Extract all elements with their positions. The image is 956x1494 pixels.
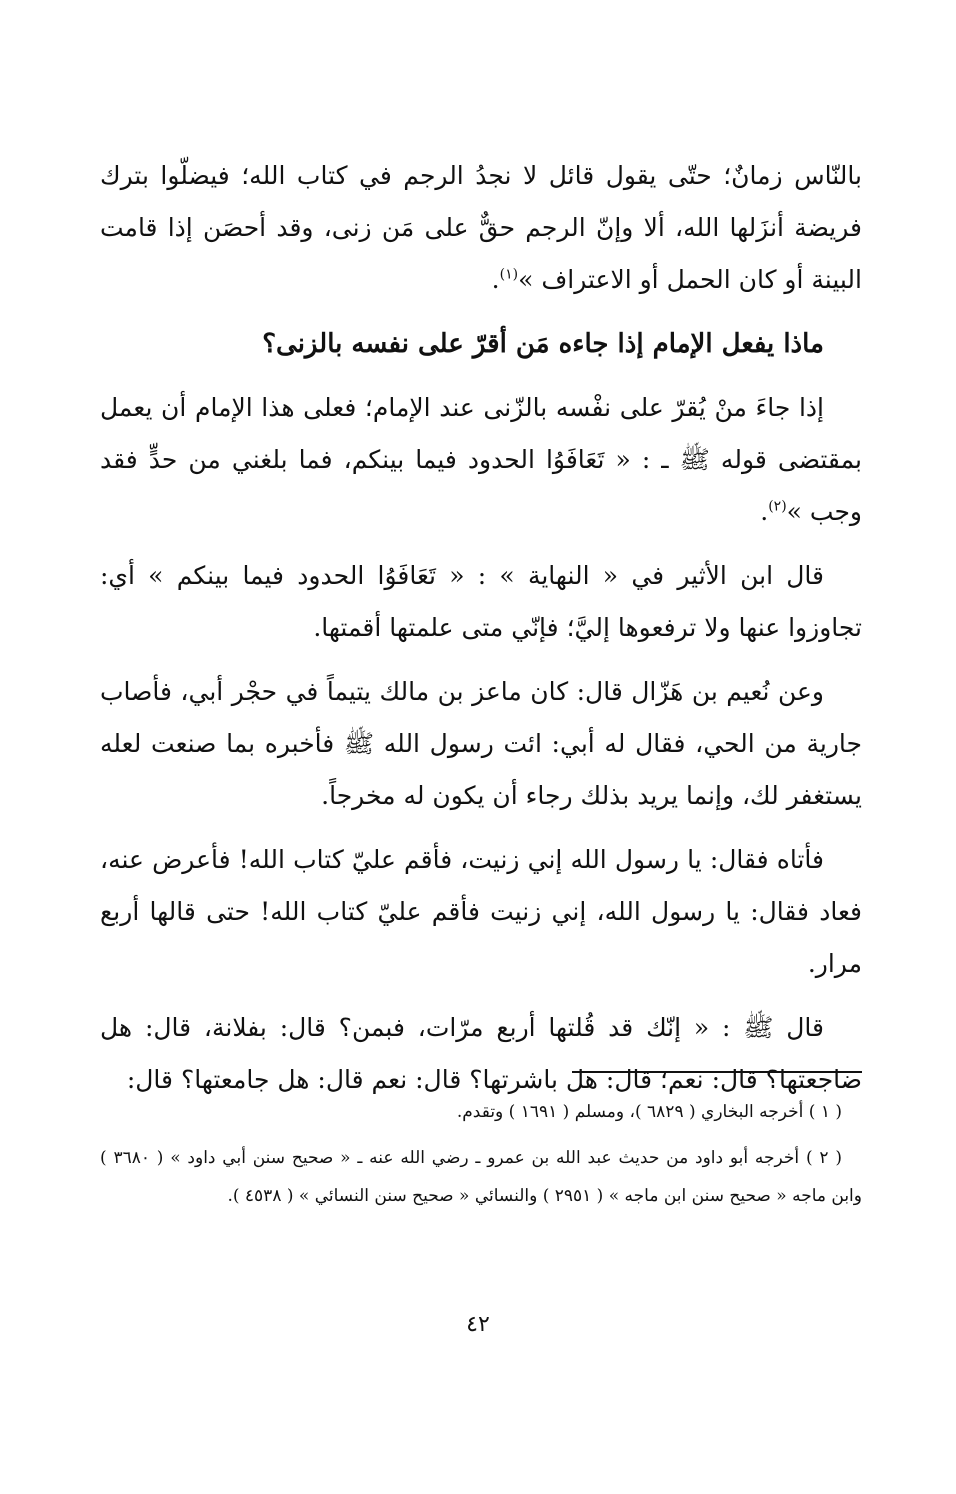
paragraph-1-text: بالنّاس زمانٌ؛ حتّى يقول قائل لا نجدُ الرجم في كتاب الله؛ فيضلّوا بترك فريضة أنزَلها الله، ألا وإنّ الرجم حقٌّ على مَن زنى، وقد أحصَن إذا قامت البينة أو كان الحمل أو الاعتراف » — [100, 161, 862, 294]
paragraph-2-text: إذا جاءَ منْ يُقرّ على نفْسه بالزّنى عند الإمام؛ فعلى هذا الإمام أن يعمل بمقتضى قوله ﷺ ـ : « تَعَافَوُا الحدود فيما بينكم، فما بلغني من حدٍّ فقد وجب » — [100, 393, 862, 526]
page-number: ٤٢ — [466, 1312, 490, 1337]
footnote-divider — [572, 1071, 862, 1073]
section-heading: ماذا يفعل الإمام إذا جاءه مَن أقرّ على نفسه بالزنى؟ — [262, 329, 824, 359]
footnote-ref-2: (٢) — [768, 498, 787, 515]
paragraph-4: وعن نُعيم بن هَزّال قال: كان ماعز بن مالك يتيماً في حجْر أبي، فأصاب جارية من الحي، فقال له أبي: ائت رسول الله ﷺ فأخبره بما صنعت لعله يستغفر لك، وإنما يريد بذلك رجاء أن يكون له مخرجاً. — [100, 677, 862, 810]
paragraph-2 — [100, 382, 862, 538]
paragraph-2-end: . — [760, 497, 769, 526]
footnotes — [100, 1093, 862, 1223]
paragraph-6: قال ﷺ : « إنّك قد قُلتها أربع مرّات، فبمن؟ قال: بفلانة، قال: هل ضاجعتها؟ قال: نعم؛ قال: هل باشرتها؟ قال: نعم قال: هل جامعتها؟ قال: — [100, 1013, 862, 1094]
page-body — [100, 150, 862, 1118]
footnote-2: ( ٢ ) أخرجه أبو داود من حديث عبد الله بن عمرو ـ رضي الله عنه ـ « صحيح سنن أبي داود » ( ٣٦٨٠ ) وابن ماجه « صحيح سنن ابن ماجه » ( ٢٩٥١ ) والنسائي « صحيح سنن النسائي » ( ٤٥٣٨ ). — [100, 1148, 862, 1206]
paragraph-1-end: . — [491, 265, 500, 294]
paragraph-1 — [100, 150, 862, 306]
footnote-ref-1: (١) — [499, 266, 519, 283]
footnote-1: ( ١ ) أخرجه البخاري ( ٦٨٢٩ )، ومسلم ( ١٦٩١ ) وتقدم. — [456, 1102, 842, 1122]
paragraph-3: قال ابن الأثير في « النهاية » : « تَعَافَوُا الحدود فيما بينكم » أي: تجاوزوا عنها ولا ترفعوها إليَّ؛ فإنّي متى علمتها أقمتها. — [100, 561, 862, 642]
paragraph-5: فأتاه فقال: يا رسول الله إني زنيت، فأقم عليّ كتاب الله! فأعرض عنه، فعاد فقال: يا رسول الله، إني زنيت فأقم عليّ كتاب الله! حتى قالها أربع مرار. — [100, 845, 862, 978]
